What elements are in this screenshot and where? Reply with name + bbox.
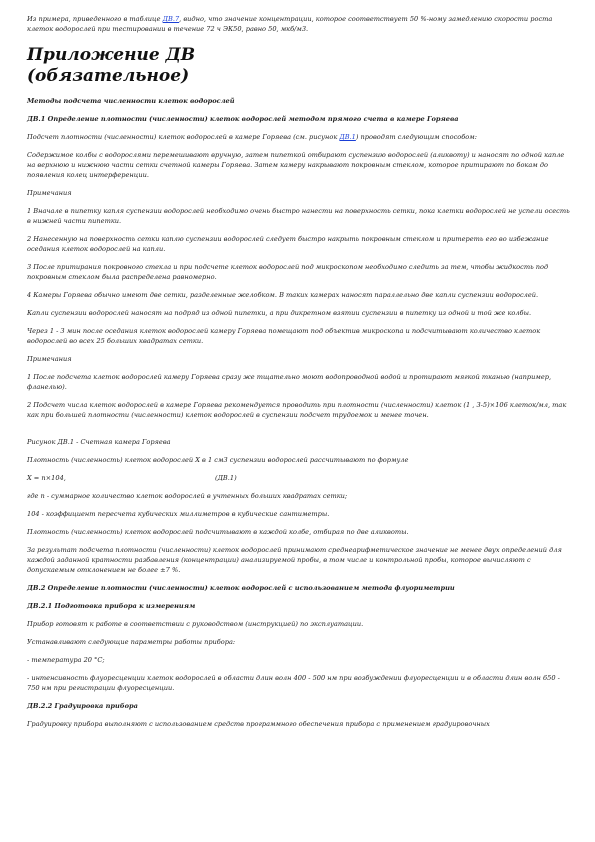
dv1-paragraph-3: Капли суспензии водорослей наносят на подряд из одной пипетки, а при дикретном взятии суспензии в пипетку из одной и той же колбы. bbox=[27, 309, 532, 317]
dv1-p1-after: ) проводят следующим способом: bbox=[355, 133, 477, 141]
intro-text-before: Из примера, приведенного в таблице bbox=[27, 15, 163, 23]
notes-label-2: Примечания bbox=[27, 355, 72, 363]
formula-where-2: 104 - коэффициент пересчета кубических миллиметров в кубические сантиметры. bbox=[27, 510, 330, 518]
note-item: 2 Нанесенную на поверхность сетки каплю суспензии водорослей следует быстро накрыть покровным стеклом и притереть его во избежание оседания клеток водорослей на капли. bbox=[27, 235, 549, 253]
note-item: 2 Подсчет числа клеток водорослей в камере Горяева рекомендуется проводить при плотности (численности) клеток (1 , 3-5)×106 клеток/мл, так как при большей плотности (численности) клеток водорослей в суспензии подсчет трудоемок и менее точен. bbox=[27, 401, 567, 419]
note-item: 1 Вначале в пипетку капля суспензии водорослей необходимо очень быстро нанести на поверхность сетки, пока клетки водорослей не успели осесть в нижней части пипетки. bbox=[27, 207, 570, 225]
note-item: 1 После подсчета клеток водорослей камеру Горяева сразу же тщательно моют водопроводной водой и протирают мягкой тканью (например, фланелью). bbox=[27, 373, 552, 391]
document-page bbox=[27, 14, 572, 729]
dv2-title: ДВ.2 Определение плотности (численности) клеток водорослей с использованием метода флуориметрии bbox=[27, 584, 455, 592]
figure-link[interactable]: ДВ.1 bbox=[339, 133, 356, 141]
formula-line bbox=[27, 473, 572, 483]
dv2-1-paragraph-1: Прибор готовят к работе в соответствии с руководством (инструкцией) по эксплуатации. bbox=[27, 620, 364, 628]
table-link[interactable]: ДВ.7 bbox=[162, 15, 180, 23]
formula: X = n×104, bbox=[27, 474, 66, 482]
dv2-1-paragraph-2: Устанавливают следующие параметры работы прибора: bbox=[27, 638, 236, 646]
formula-where-1: где n - суммарное количество клеток водорослей в учтенных больших квадратах сетки; bbox=[27, 492, 348, 500]
appendix-title: Приложение ДВ bbox=[27, 45, 196, 65]
intro-paragraph bbox=[27, 14, 572, 34]
dv1-paragraph-7: За результат подсчета плотности (численности) клеток водорослей принимают среднеарифметическое значение не менее двух определений для каждой заданной кратности разбавления (концентрации) анализируемой пробы, в том числе и контрольной пробы, которое вычисляют с допускаемым отклонением не более ±7 %. bbox=[27, 546, 562, 574]
dv2-1-title: ДВ.2.1 Подготовка прибора к измерениям bbox=[27, 602, 196, 610]
formula-intro: Плотность (численность) клеток водорослей X в 1 см3 суспензии водорослей рассчитывают по формуле bbox=[27, 456, 409, 464]
dv2-2-title: ДВ.2.2 Градуировка прибора bbox=[27, 702, 138, 710]
dv1-p1-before: Подсчет плотности (численности) клеток водорослей в камере Горяева (см. рисунок bbox=[27, 133, 340, 141]
dv1-paragraph-6: Плотность (численность) клеток водорослей подсчитывают в каждой колбе, отбирая по две аликвоты. bbox=[27, 528, 409, 536]
notes-label: Примечания bbox=[27, 189, 72, 197]
dv1-paragraph-1 bbox=[27, 132, 572, 142]
note-item: 3 После притирания покровного стекла и при подсчете клеток водорослей под микроскопом необходимо следить за тем, чтобы жидкость под покровным стеклом была распределена равномерно. bbox=[27, 263, 549, 281]
note-item: 4 Камеры Горяева обычно имеют две сетки, разделенные желобком. В таких камерах наносят параллельно две капли суспензии водорослей. bbox=[27, 291, 539, 299]
dv2-2-paragraph-1: Градуировку прибора выполняют с использованием средств программного обеспечения прибора с применением градуировочных bbox=[27, 720, 490, 728]
parameter-item: - температура 20 °С; bbox=[27, 656, 105, 664]
parameter-item: - интенсивность флуоресценции клеток водорослей в области длин волн 400 - 500 нм при возбуждении флуоресценции и в области длин волн 650 - 750 нм при регистрации флуоресценции. bbox=[27, 674, 560, 692]
formula-reference: (ДВ.1) bbox=[215, 474, 237, 482]
appendix-status: (обязательное) bbox=[27, 66, 190, 86]
intro-text-after: , видно, что значение концентрации, которое соответствует 50 %-ному замедлению скорости роста клеток водорослей при тестировании в течение 72 ч ЭК50, равно 50, мкб/м3. bbox=[27, 15, 553, 33]
figure-caption: Рисунок ДВ.1 - Счетная камера Горяева bbox=[27, 438, 171, 446]
dv1-paragraph-4: Через 1 - 3 мин после оседания клеток водорослей камеру Горяева помещают под объектив микроскопа и подсчитывают количество клеток водорослей во всех 25 больших квадратах сетки. bbox=[27, 327, 541, 345]
dv1-title: ДВ.1 Определение плотности (численности) клеток водорослей методом прямого счета в камере Горяева bbox=[27, 115, 459, 123]
section-title: Методы подсчета численности клеток водорослей bbox=[27, 97, 235, 105]
dv1-paragraph-2: Содержимое колбы с водорослями перемешивают вручную, затем пипеткой отбирают суспензию водорослей (аликвоту) и наносят по одной капле на верхнюю и нижнюю части сетки счетной камеры Горяева. Затем камеру накрывают покровным стеклом, которое притирают по бокам до появления колец интерференции. bbox=[27, 151, 565, 179]
appendix-heading bbox=[27, 45, 572, 87]
